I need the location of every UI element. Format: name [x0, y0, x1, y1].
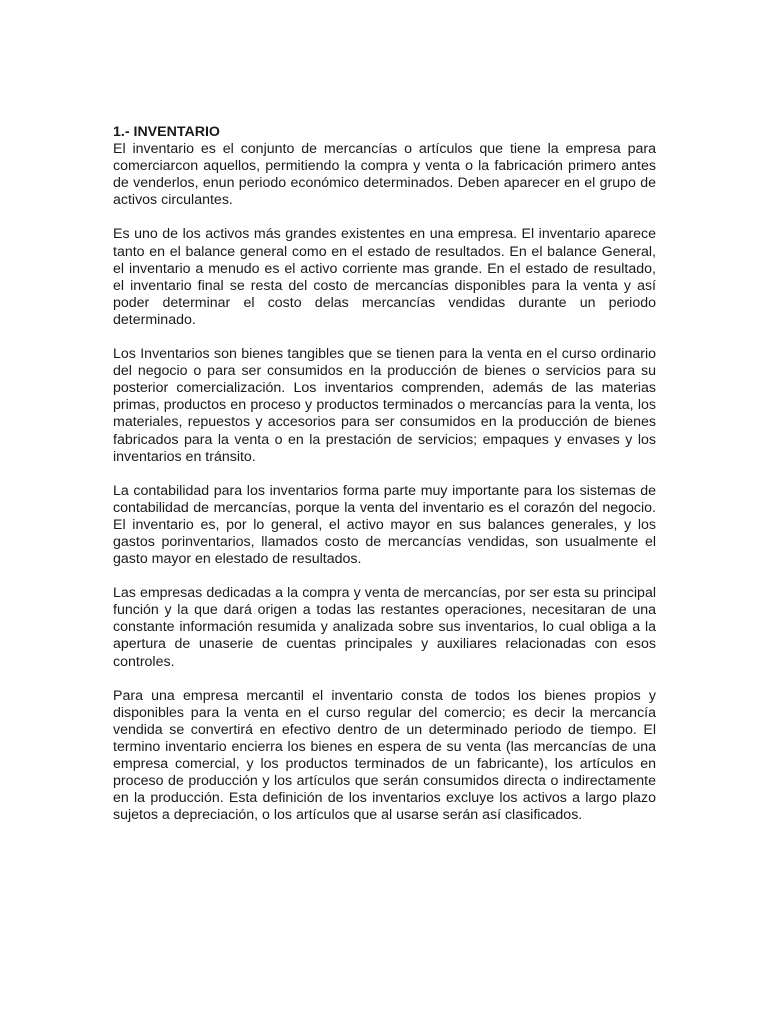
- paragraph-tangible-goods: Los Inventarios son bienes tangibles que se tienen para la venta en el curso ordinario del negocio o para ser consumidos en la producción de bienes o servicios para su posterior comercialización. Los inventarios comprenden, además de las materias primas, productos en proceso y productos terminados o mercancías para la venta, los materiales, repuestos y accesorios para ser consumidos en la producción de bienes fabricados para la venta o en la prestación de servicios; empaques y envases y los inventarios en tránsito.: [113, 346, 656, 465]
- paragraph-definition: El inventario es el conjunto de mercancías o artículos que tiene la empresa para comerciarcon aquellos, permitiendo la compra y venta o la fabricación primero antes de venderlos, enun periodo económico determinados. Deben aparecer en el grupo de activos circulantes.: [113, 141, 656, 209]
- paragraph-mercantile: Para una empresa mercantil el inventario consta de todos los bienes propios y disponibles para la venta en el curso regular del comercio; es decir la mercancía vendida se convertirá en efectivo dentro de un determinado periodo de tiempo. El termino inventario encierra los bienes en espera de su venta (las mercancías de una empresa comercial, y los productos terminados de un fabricante), los artículos en proceso de producción y los artículos que serán consumidos directa o indirectamente en la producción. Esta definición de los inventarios excluye los activos a largo plazo sujetos a depreciación, o los artículos que al usarse serán así clasificados.: [113, 687, 656, 824]
- document-page: [113, 124, 656, 841]
- paragraph-companies: Las empresas dedicadas a la compra y venta de mercancías, por ser esta su principal función y la que dará origen a todas las restantes operaciones, necesitaran de una constante información resumida y analizada sobre sus inventarios, lo cual obliga a la apertura de unaserie de cuentas principales y auxiliares relacionadas con esos controles.: [113, 585, 656, 670]
- paragraph-accounting: La contabilidad para los inventarios forma parte muy importante para los sistemas de contabilidad de mercancías, porque la venta del inventario es el corazón del negocio. El inventario es, por lo general, el activo mayor en sus balances generales, y los gastos porinventarios, llamados costo de mercancías vendidas, son usualmente el gasto mayor en elestado de resultados.: [113, 482, 656, 568]
- section-heading: 1.- INVENTARIO: [113, 124, 220, 140]
- paragraph-balance: Es uno de los activos más grandes existentes en una empresa. El inventario aparece tanto en el balance general como en el estado de resultados. En el balance General, el inventario a menudo es el activo corriente mas grande. En el estado de resultado, el inventario final se resta del costo de mercancías disponibles para la venta y así poder determinar el costo delas mercancías vendidas durante un periodo determinado.: [113, 226, 656, 328]
